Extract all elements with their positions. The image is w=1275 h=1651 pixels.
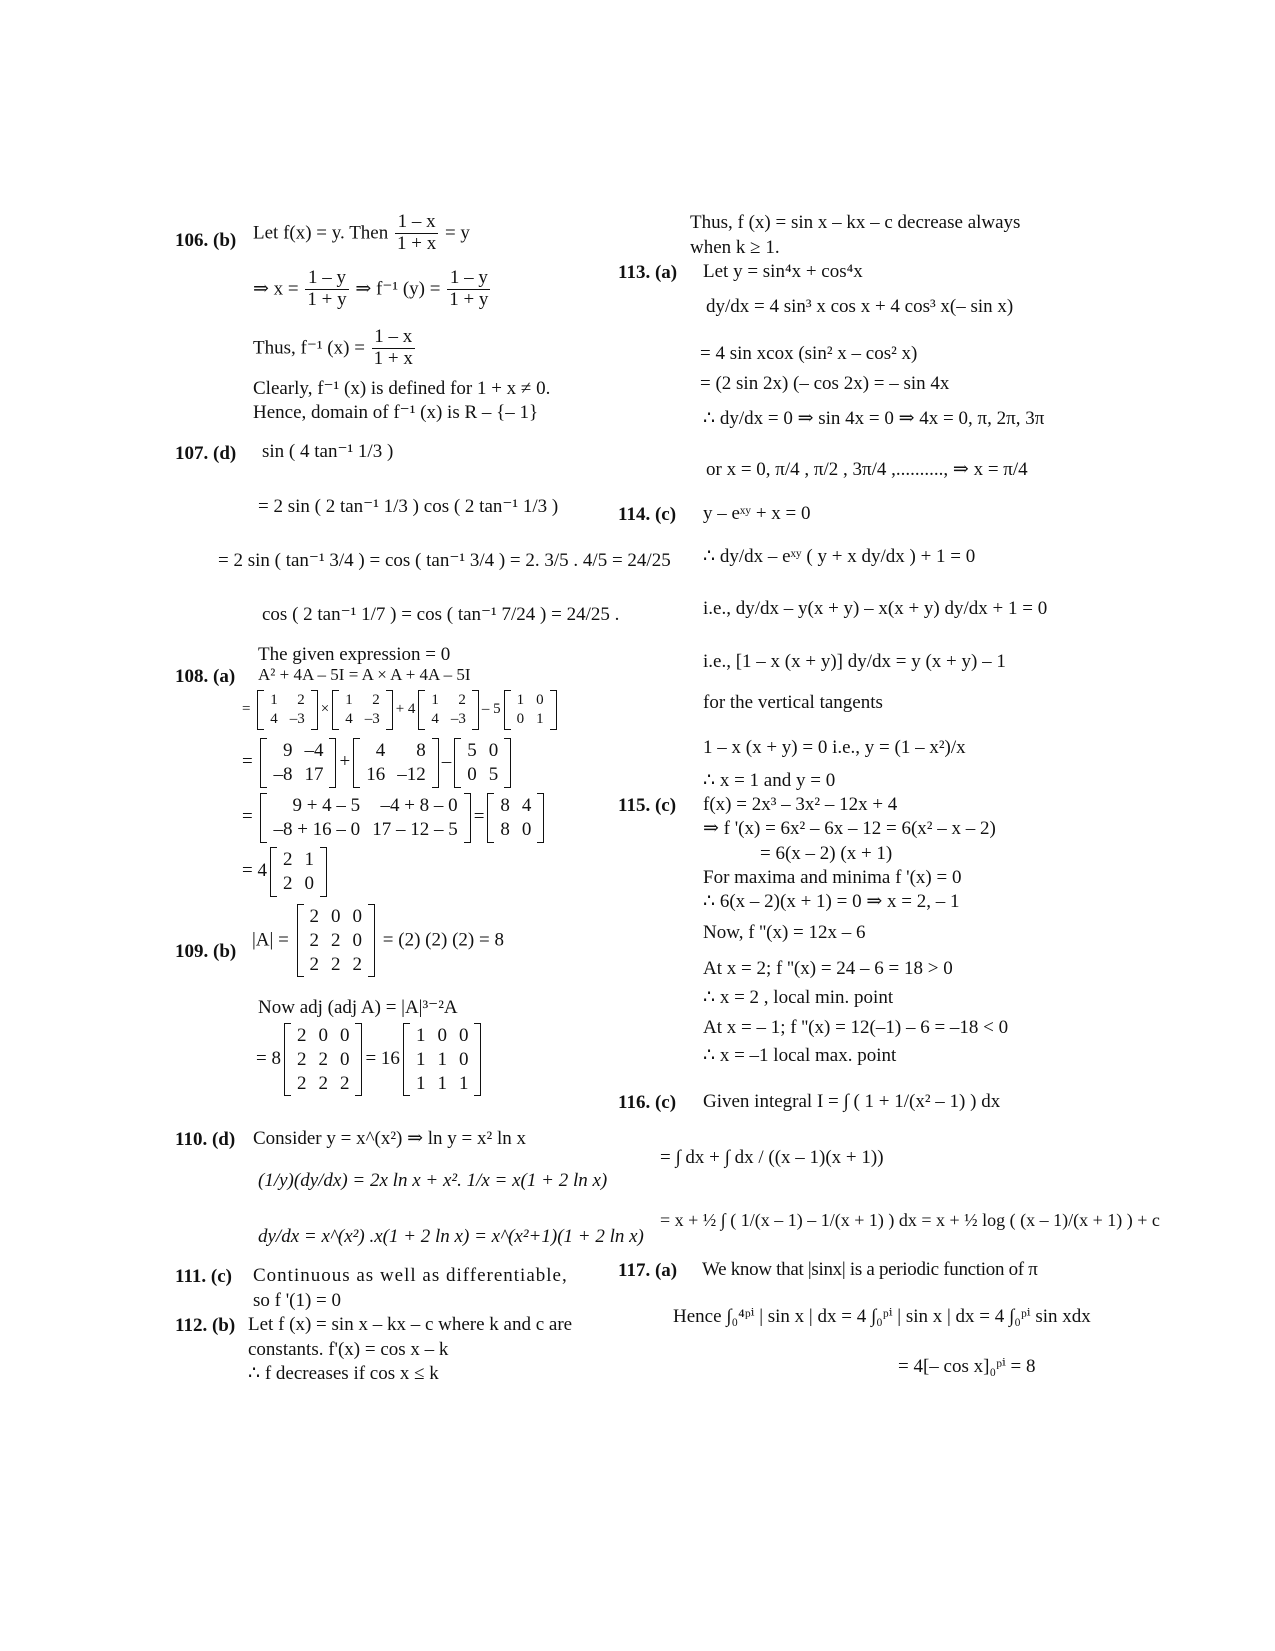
matrix: 2 0 0 2 2 0 2 2 2 <box>297 904 376 977</box>
q106-fraction: $\frac{1 - y}{1 + y}$ <box>307 267 347 310</box>
matrix: 9 + 4 – 5 –4 + 8 – 0 –8 + 16 – 0 17 – 12 – 5 <box>260 793 470 843</box>
q114-line6: 1 – x (x + y) = 0 i.e., y = (1 – x²)/x <box>703 737 966 758</box>
q111-line2: so f '(1) = 0 <box>253 1290 342 1311</box>
matrix: 1 0 0 1 1 0 1 1 1 <box>403 1023 482 1096</box>
q109-line2: Now adj (adj A) = |A|³⁻²A <box>258 997 458 1018</box>
q115-line4: For maxima and minima f '(x) = 0 <box>703 867 962 888</box>
q106-text: Thus, f⁻¹ (x) = <box>253 337 365 359</box>
q106-line4: Clearly, f⁻¹ (x) is defined for 1 + x ≠ 0. <box>253 378 551 399</box>
q113-line5: ∴ dy/dx = 0 ⇒ sin 4x = 0 ⇒ 4x = 0, π, 2π, 3π <box>703 408 1045 429</box>
q113-line6: or x = 0, π/4 , π/2 , 3π/4 ,.........., ⇒ x = π/4 <box>706 459 1028 480</box>
q106-text: ⇒ f⁻¹ (y) = <box>355 278 441 300</box>
q115-line3: = 6(x – 2) (x + 1) <box>760 843 893 864</box>
q106-text: ⇒ x = <box>253 278 299 300</box>
q115-line9: At x = – 1; f ''(x) = 12(–1) – 6 = –18 < 0 <box>703 1017 1009 1038</box>
q110-line2: (1/y)(dy/dx) = 2x ln x + x². 1/x = x(1 + 2 ln x) <box>258 1170 608 1191</box>
q113-line3: = 4 sin xcox (sin² x – cos² x) <box>700 343 918 364</box>
matrix: 4 8 16 –12 <box>353 738 439 788</box>
matrix: 9 –4 –8 17 <box>260 738 336 788</box>
q114-line7: ∴ x = 1 and y = 0 <box>703 770 836 791</box>
q107-line5: The given expression = 0 <box>258 644 451 665</box>
q113-line4: = (2 sin 2x) (– cos 2x) = – sin 4x <box>700 373 950 394</box>
matrix: 2 0 0 2 2 0 2 2 2 <box>284 1023 363 1096</box>
q112-line1: Let f (x) = sin x – kx – c where k and c are <box>248 1314 573 1335</box>
q114-line3: i.e., dy/dx – y(x + y) – x(x + y) dy/dx + 1 = 0 <box>703 598 1048 619</box>
matrix: 2 1 2 0 <box>270 847 327 897</box>
q106-line3 <box>253 327 417 370</box>
q114-line4: i.e., [1 – x (x + y)] dy/dx = y (x + y) – 1 <box>703 651 1006 672</box>
matrix: 1 0 0 1 <box>504 690 557 730</box>
q110-number: 110. (d) <box>175 1129 236 1150</box>
q113-line1: Let y = sin⁴x + cos⁴x <box>703 261 863 282</box>
q107-line4: cos ( 2 tan⁻¹ 1/7 ) = cos ( tan⁻¹ 7/24 ) = 24/25 . <box>262 604 620 625</box>
q107-number: 107. (d) <box>175 443 237 464</box>
q108-number: 108. (a) <box>175 666 236 687</box>
q112-cont-line1: Thus, f (x) = sin x – kx – c decrease always <box>690 212 1021 233</box>
q115-number: 115. (c) <box>618 795 677 816</box>
q114-line2: ∴ dy/dx – eˣʸ ( y + x dy/dx ) + 1 = 0 <box>703 546 976 567</box>
q107-line1: sin ( 4 tan⁻¹ 1/3 ) <box>262 441 394 462</box>
q109-number: 109. (b) <box>175 941 237 962</box>
q109-text: = (2) (2) (2) = 8 <box>382 929 504 951</box>
q106-line2 <box>253 268 492 311</box>
q115-line6: Now, f ''(x) = 12x – 6 <box>703 922 866 943</box>
q106-line5: Hence, domain of f⁻¹ (x) is R – {– 1} <box>253 402 539 423</box>
q110-line3: dy/dx = x^(x²) .x(1 + 2 ln x) = x^(x²+1)(1 + 2 ln x) <box>258 1226 644 1247</box>
q116-number: 116. (c) <box>618 1092 677 1113</box>
q117-line3: = 4[– cos x]₀ᵖⁱ = 8 <box>898 1356 1036 1377</box>
q113-line2: dy/dx = 4 sin³ x cos x + 4 cos³ x(– sin x) <box>706 296 1014 317</box>
q115-line7: At x = 2; f ''(x) = 24 – 6 = 18 > 0 <box>703 958 953 979</box>
q113-number: 113. (a) <box>618 262 678 283</box>
q106-text: Let f(x) = y. Then <box>253 222 389 244</box>
q109-text: |A| = <box>252 929 289 951</box>
q109-line1 <box>252 904 504 977</box>
q106-fraction: $\frac{1 - x}{1 + x}$ <box>396 211 437 254</box>
q112-cont-line2: when k ≥ 1. <box>690 237 780 258</box>
q108-line4: = 9 + 4 – 5 –4 + 8 – 0 –8 + 16 – 0 17 – 12 – 5 = 8 4 8 0 <box>242 793 547 843</box>
q108-line5: = 4 2 1 2 0 <box>242 847 330 897</box>
q108-line1: A² + 4A – 5I = A × A + 4A – 5I <box>258 665 471 684</box>
q106-number: 106. (b) <box>175 230 237 251</box>
q114-line1: y – eˣʸ + x = 0 <box>703 503 811 524</box>
q112-line2: constants. f'(x) = cos x – k <box>248 1339 449 1360</box>
q115-line10: ∴ x = –1 local max. point <box>703 1045 897 1066</box>
q112-line3: ∴ f decreases if cos x ≤ k <box>248 1363 439 1384</box>
q115-line5: ∴ 6(x – 2)(x + 1) = 0 ⇒ x = 2, – 1 <box>703 891 960 912</box>
q117-line1: We know that |sinx| is a periodic function of π <box>702 1259 1038 1280</box>
q115-line1: f(x) = 2x³ – 3x² – 12x + 4 <box>703 794 898 815</box>
q114-line5: for the vertical tangents <box>703 692 883 713</box>
matrix: 8 4 8 0 <box>487 793 544 843</box>
q111-line1: Continuous as well as differentiable, <box>253 1265 568 1286</box>
q115-line8: ∴ x = 2 , local min. point <box>703 987 894 1008</box>
q116-line3: = x + ½ ∫ ( 1/(x – 1) – 1/(x + 1) ) dx = x + ½ log ( (x – 1)/(x + 1) ) + c <box>660 1210 1160 1230</box>
q116-line2: = ∫ dx + ∫ dx / ((x – 1)(x + 1)) <box>660 1147 884 1168</box>
q117-number: 117. (a) <box>618 1260 678 1281</box>
q117-line2: Hence ∫₀⁴ᵖⁱ | sin x | dx = 4 ∫₀ᵖⁱ | sin x | dx = 4 ∫₀ᵖⁱ sin xdx <box>673 1306 1091 1327</box>
q114-number: 114. (c) <box>618 504 677 525</box>
matrix: 1 2 4 –3 <box>418 690 479 730</box>
q108-line3: = 9 –4 –8 17 + 4 8 16 –12 – 5 0 0 5 <box>242 738 514 788</box>
q106-line1 <box>253 212 470 255</box>
matrix: 1 2 4 –3 <box>332 690 393 730</box>
q106-text: = y <box>444 222 470 244</box>
q109-line3: = 8 2 0 0 2 2 0 2 2 2 = 16 1 0 0 1 1 0 1 1 1 <box>256 1023 484 1096</box>
q107-line3: = 2 sin ( tan⁻¹ 3/4 ) = cos ( tan⁻¹ 3/4 ) = 2. 3/5 . 4/5 = 24/25 <box>218 550 671 571</box>
q106-fraction: $\frac{1 - x}{1 + x}$ <box>373 326 413 369</box>
q111-number: 111. (c) <box>175 1266 232 1287</box>
matrix: 5 0 0 5 <box>454 738 511 788</box>
q107-line2: = 2 sin ( 2 tan⁻¹ 1/3 ) cos ( 2 tan⁻¹ 1/3 ) <box>258 496 559 517</box>
q116-line1: Given integral I = ∫ ( 1 + 1/(x² – 1) ) dx <box>703 1091 1001 1112</box>
q108-line2: = 1 2 4 –3 × 1 2 4 –3 + 4 1 2 4 –3 – 5 1 0 0 1 <box>242 690 560 730</box>
q106-fraction: $\frac{1 - y}{1 + y}$ <box>449 267 489 310</box>
q115-line2: ⇒ f '(x) = 6x² – 6x – 12 = 6(x² – x – 2) <box>703 818 996 839</box>
q110-line1: Consider y = x^(x²) ⇒ ln y = x² ln x <box>253 1128 526 1149</box>
matrix: 1 2 4 –3 <box>257 690 318 730</box>
q112-number: 112. (b) <box>175 1315 236 1336</box>
